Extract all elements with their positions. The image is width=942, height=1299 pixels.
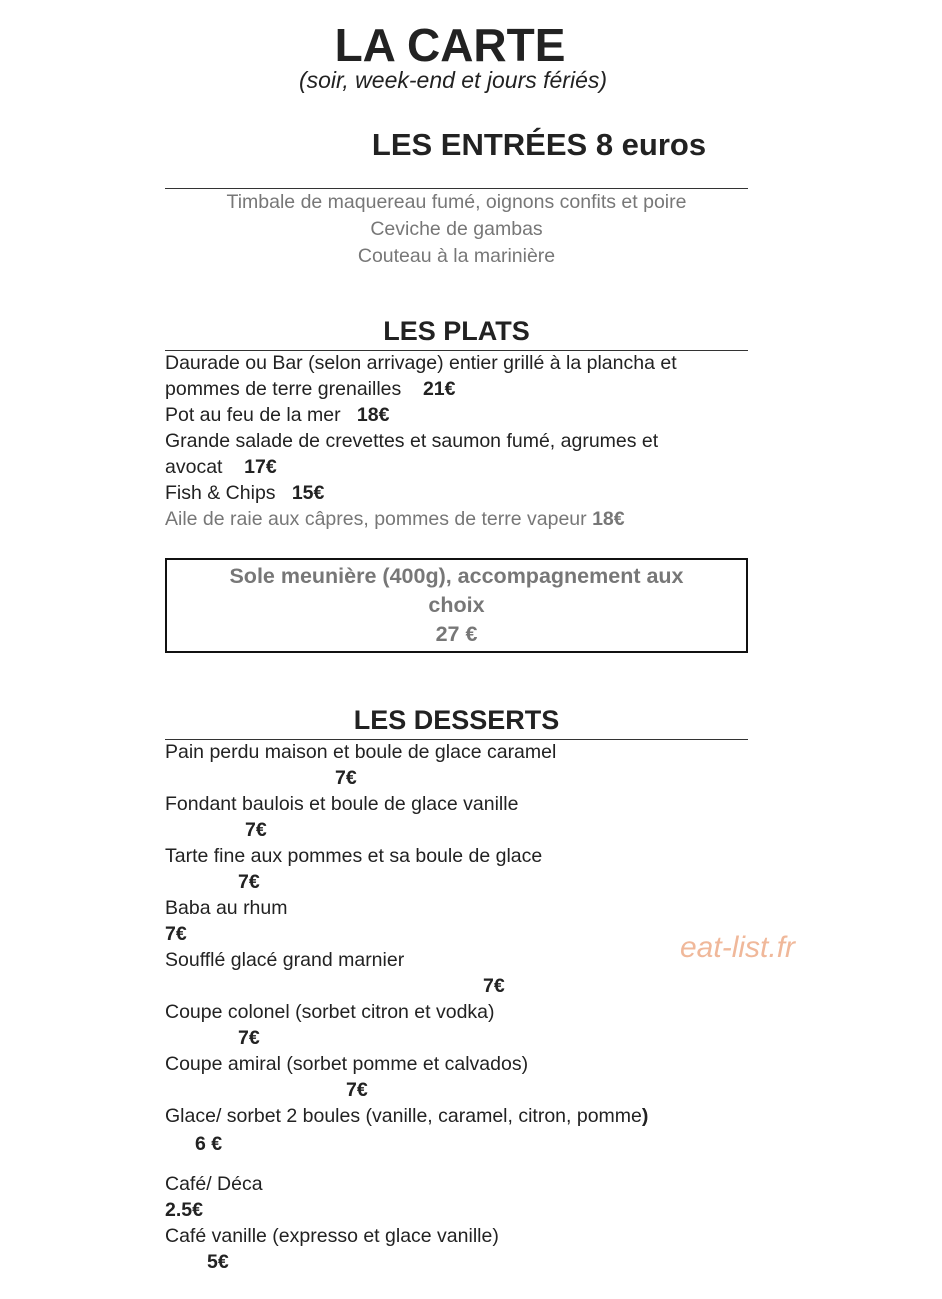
plat-name: Aile de raie aux câpres, pommes de terre vapeur (165, 508, 587, 530)
closing-parenthesis: ) (641, 1105, 649, 1127)
dessert-name: Coupe colonel (sorbet citron et vodka) (165, 1001, 495, 1023)
dessert-name: Café vanille (expresso et glace vanille) (165, 1225, 499, 1247)
entree-item: Ceviche de gambas (370, 218, 543, 240)
watermark: eat-list.fr (680, 931, 796, 964)
dessert-name: Coupe amiral (sorbet pomme et calvados) (165, 1053, 529, 1075)
dessert-name: Tarte fine aux pommes et sa boule de glace (165, 845, 543, 867)
plat-item (165, 480, 324, 506)
dessert-item (165, 1103, 648, 1129)
special-line: choix (428, 593, 485, 617)
dessert-price: 7€ (165, 923, 187, 945)
plat-price: 18€ (592, 508, 625, 530)
plat-item (165, 506, 625, 532)
plats-heading: LES PLATS (383, 316, 530, 346)
dessert-price: 7€ (346, 1079, 368, 1101)
dessert-price: 7€ (238, 1027, 260, 1049)
dessert-price: 7€ (238, 871, 260, 893)
special-price: 27 € (435, 622, 478, 646)
menu-title: LA CARTE (334, 19, 566, 71)
desserts-heading: LES DESSERTS (353, 705, 560, 735)
plat-item (165, 402, 389, 428)
dessert-name: Fondant baulois et boule de glace vanille (165, 793, 519, 815)
plat-name: avocat (165, 456, 223, 478)
plat-item (165, 454, 277, 480)
dessert-name: Soufflé glacé grand marnier (165, 949, 405, 971)
dessert-price: 2.5€ (165, 1199, 203, 1221)
entrees-heading: LES ENTRÉES 8 euros (371, 127, 707, 162)
entree-item: Timbale de maquereau fumé, oignons confits et poire (226, 191, 687, 213)
dessert-name: Glace/ sorbet 2 boules (vanille, caramel, citron, pomme (165, 1105, 642, 1127)
menu-subtitle: (soir, week-end et jours fériés) (298, 67, 608, 93)
plat-price: 15€ (291, 482, 325, 504)
plat-item (165, 376, 456, 402)
dessert-price: 7€ (245, 819, 267, 841)
plat-name: Pot au feu de la mer (165, 404, 341, 426)
special-line: Sole meunière (400g), accompagnement aux (229, 564, 684, 588)
plat-item-line: Daurade ou Bar (selon arrivage) entier grillé à la plancha et (165, 352, 677, 374)
plat-item-line: Grande salade de crevettes et saumon fumé, agrumes et (165, 430, 659, 452)
dessert-price: 7€ (335, 767, 357, 789)
plat-price: 17€ (244, 456, 277, 478)
plat-price: 18€ (356, 404, 390, 426)
plat-name: pommes de terre grenailles (165, 378, 402, 400)
dessert-name: Baba au rhum (165, 897, 288, 919)
dessert-price: 5€ (207, 1251, 229, 1273)
dessert-price: 7€ (483, 975, 505, 997)
dessert-price: 6 € (195, 1133, 223, 1155)
plat-price: 21€ (422, 378, 456, 400)
dessert-name: Pain perdu maison et boule de glace caramel (165, 741, 557, 763)
entree-item: Couteau à la marinière (357, 245, 556, 267)
dessert-name: Café/ Déca (165, 1173, 263, 1195)
plat-name: Fish & Chips (165, 482, 276, 504)
